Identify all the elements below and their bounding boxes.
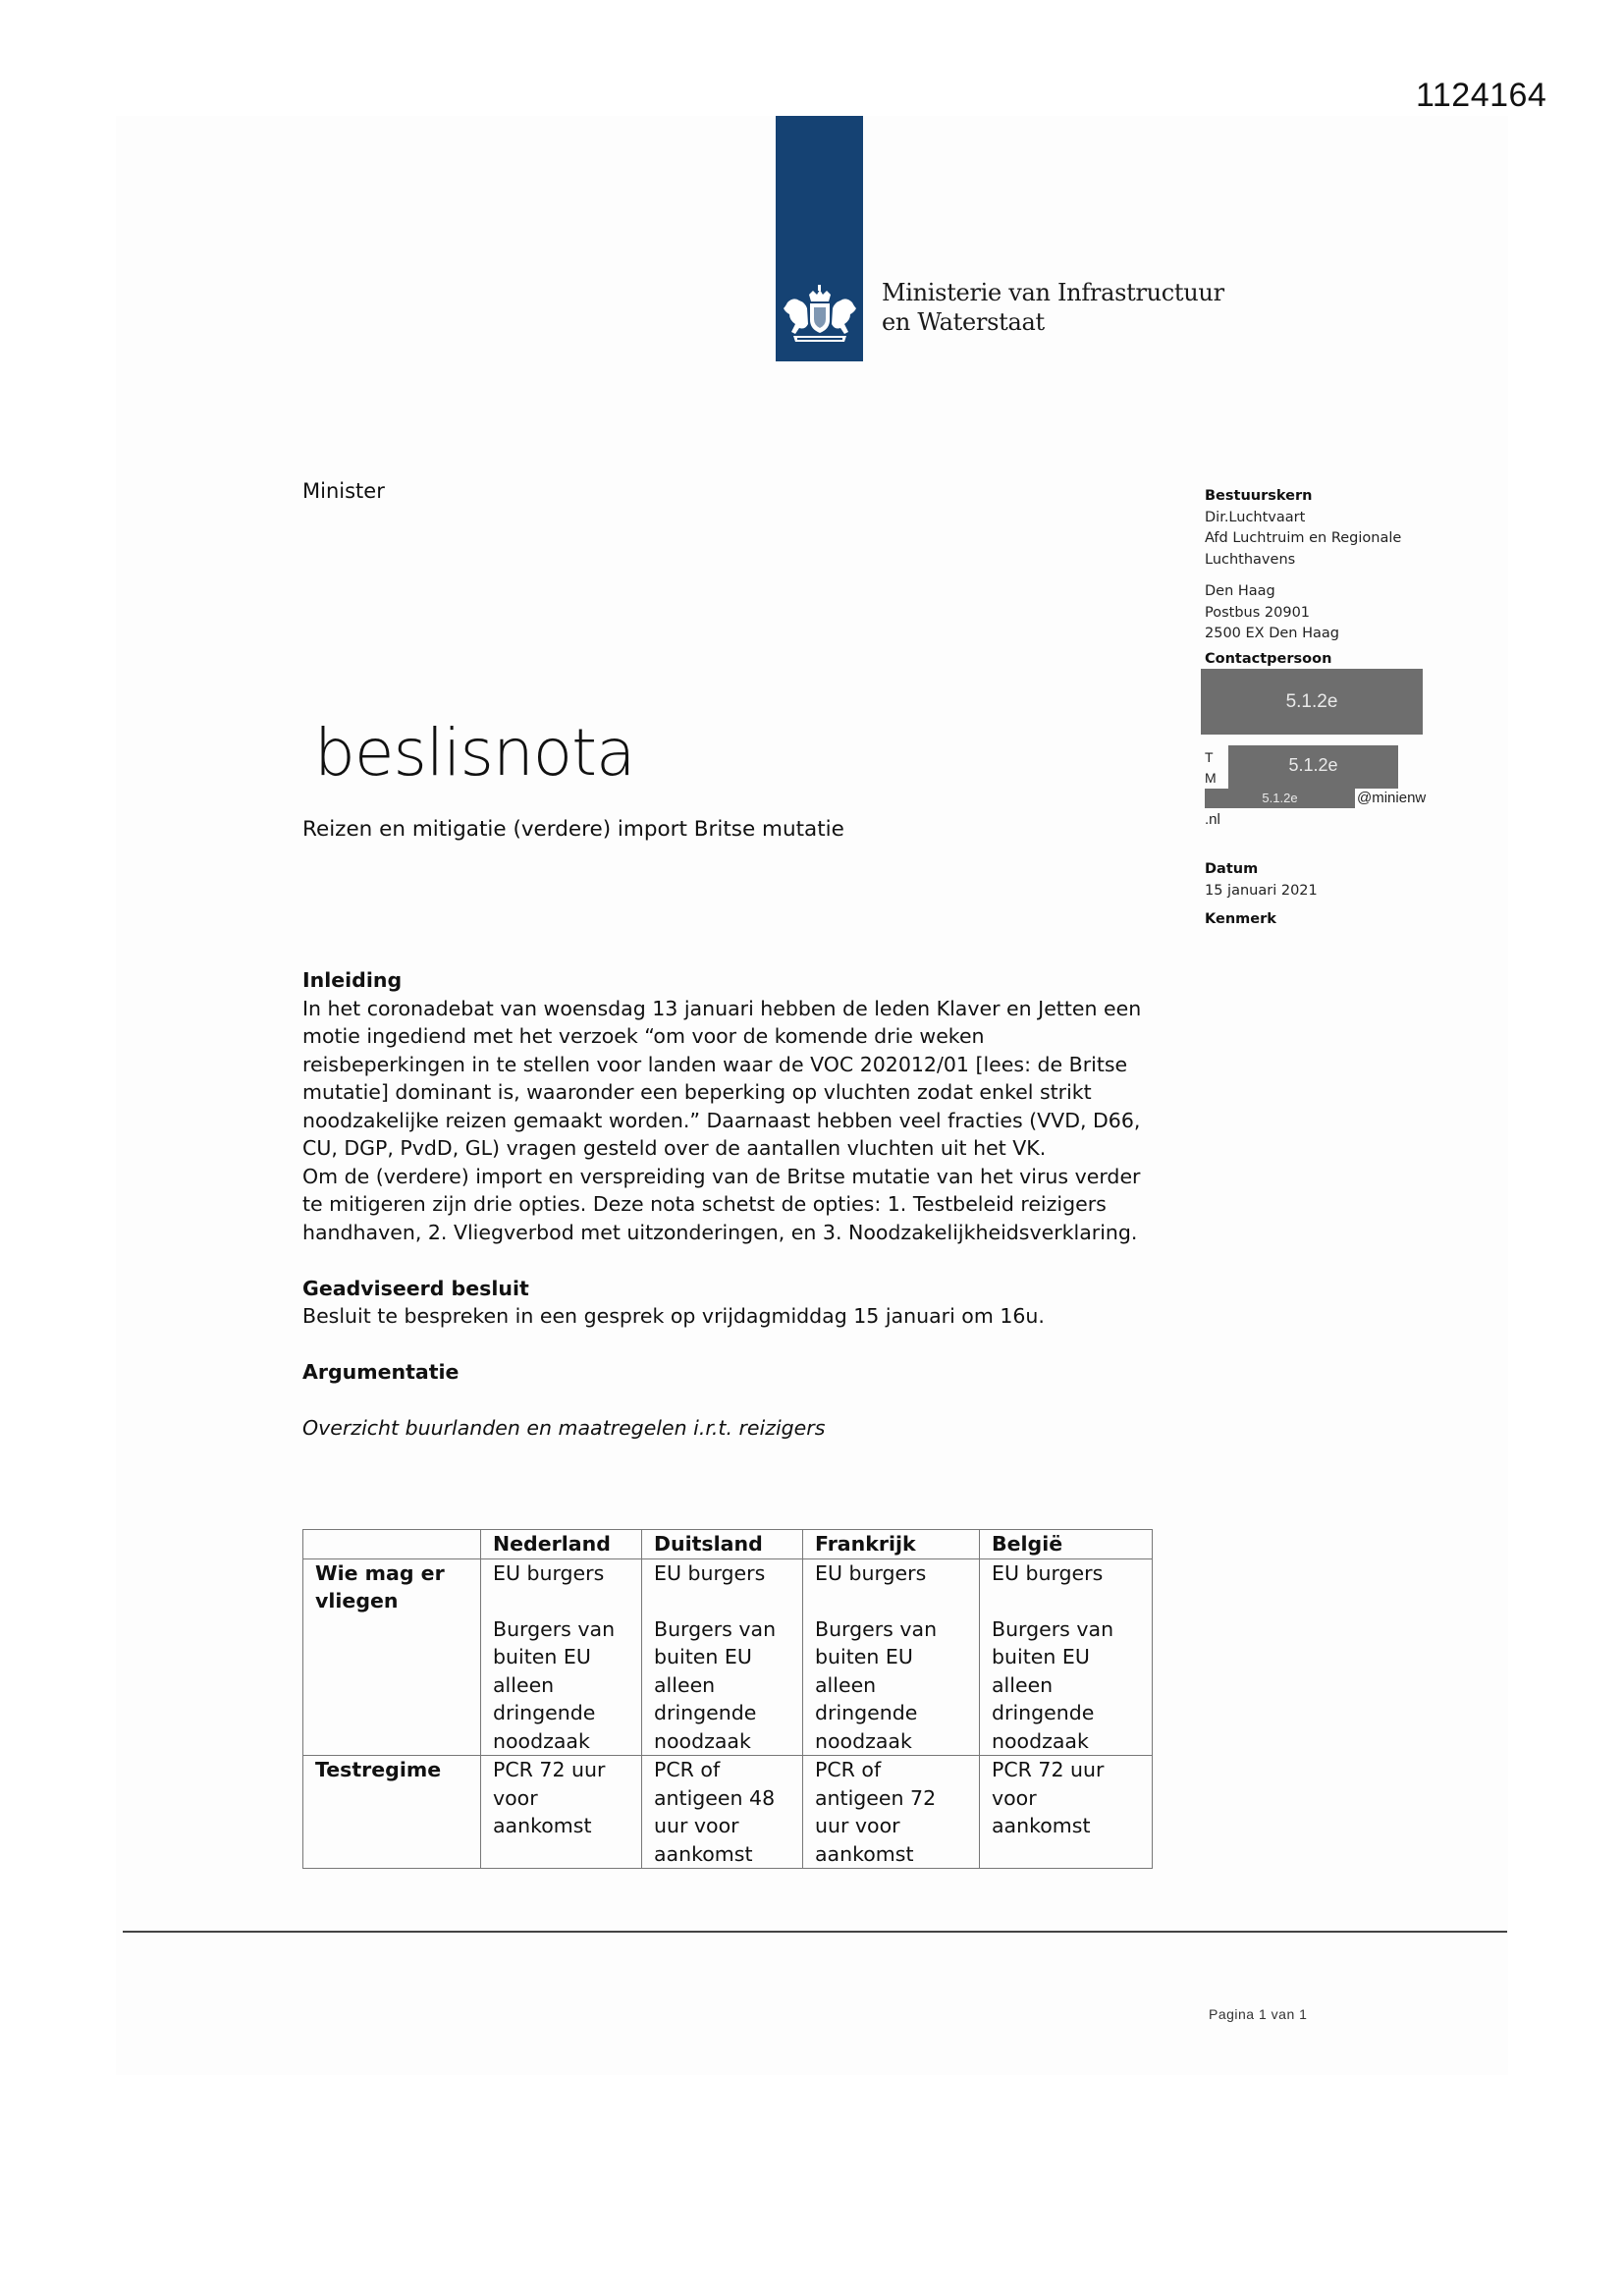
phone-label: T	[1205, 749, 1214, 765]
page-number: Pagina 1 van 1	[1209, 2006, 1308, 2022]
table-row	[303, 1756, 1153, 1869]
column-header-duitsland: Duitsland	[642, 1530, 803, 1559]
addressee: Minister	[302, 479, 385, 503]
section-heading-inleiding: Inleiding	[302, 968, 403, 992]
sender-sidebar	[1205, 486, 1480, 927]
redacted-phone: 5.1.2e	[1228, 745, 1398, 789]
table-cell: EU burgers Burgers van buiten EU alleen dringende noodzaak	[642, 1558, 803, 1756]
date-value: 15 januari 2021	[1205, 882, 1318, 899]
section-heading-advies: Geadviseerd besluit	[302, 1276, 529, 1300]
ministry-logo-bar	[776, 116, 863, 361]
address-line: Postbus 20901	[1205, 604, 1311, 621]
table-caption: Overzicht buurlanden en maatregelen i.r.t. reizigers	[302, 1416, 826, 1440]
ministry-name	[882, 278, 1224, 337]
row-label: Wie mag er vliegen	[303, 1558, 481, 1756]
table-cell: EU burgers Burgers van buiten EU alleen dringende noodzaak	[980, 1558, 1153, 1756]
address-line: 2500 EX Den Haag	[1205, 626, 1339, 641]
inleiding-paragraph-2: Om de (verdere) import en verspreiding van de Britse mutatie van het virus verder te mitigeren zijn drie opties. Deze nota schetst de opties: 1. Testbeleid reizigers handhaven, 2. Vliegverbod met uitzonderingen, en 3. Noodzakelijkheidsverklaring.	[302, 1164, 1141, 1244]
document-body	[302, 966, 1166, 1443]
section-heading-argumentatie: Argumentatie	[302, 1360, 460, 1384]
redacted-email: 5.1.2e	[1205, 789, 1355, 808]
contact-label: Contactpersoon	[1205, 650, 1332, 667]
date-label: Datum	[1205, 861, 1259, 877]
address-line: Den Haag	[1205, 583, 1275, 599]
table-header-row	[303, 1530, 1153, 1559]
document-title: beslisnota	[314, 715, 635, 791]
org-line: Luchthavens	[1205, 551, 1296, 568]
advies-text: Besluit te bespreken in een gesprek op vrijdagmiddag 15 januari om 16u.	[302, 1304, 1045, 1328]
redacted-contact-name: 5.1.2e	[1201, 669, 1423, 735]
email-tld: .nl	[1205, 811, 1220, 828]
table-cell: EU burgers Burgers van buiten EU alleen dringende noodzaak	[481, 1558, 642, 1756]
row-label: Testregime	[303, 1756, 481, 1869]
column-header-belgie: België	[980, 1530, 1153, 1559]
table-cell: PCR 72 uur voor aankomst	[980, 1756, 1153, 1869]
org-line: Dir.Luchtvaart	[1205, 509, 1306, 525]
inleiding-paragraph-1: In het coronadebat van woensdag 13 januari hebben de leden Klaver en Jetten een motie ingediend met het verzoek “om voor de komende drie weken reisbeperkingen in te stellen voor landen waar de VOC 202012/01 [lees: de Britse mutatie] dominant is, waaronder een beperking op vluchten zodat enkel strikt noodzakelijke reizen gemaakt worden.” Daarnaast hebben veel fracties (VVD, D66, CU, DGP, PvdD, GL) vragen gesteld over de aantallen vluchten uit het VK.	[302, 996, 1142, 1160]
org-line: Afd Luchtruim en Regionale	[1205, 530, 1402, 546]
table-cell: EU burgers Burgers van buiten EU alleen dringende noodzaak	[803, 1558, 980, 1756]
email-domain: @minienw	[1357, 790, 1427, 806]
date-block	[1205, 859, 1480, 931]
footer-divider	[123, 1931, 1507, 1933]
column-header-frankrijk: Frankrijk	[803, 1530, 980, 1559]
coat-of-arms-icon	[782, 285, 858, 346]
table-cell: PCR of antigeen 48 uur voor aankomst	[642, 1756, 803, 1869]
table-cell: PCR of antigeen 72 uur voor aankomst	[803, 1756, 980, 1869]
table-row	[303, 1558, 1153, 1756]
document-subtitle: Reizen en mitigatie (verdere) import Britse mutatie	[302, 817, 844, 842]
neighbour-countries-table	[302, 1529, 1153, 1869]
column-header-blank	[303, 1530, 481, 1559]
reference-label: Kenmerk	[1205, 911, 1276, 927]
column-header-nederland: Nederland	[481, 1530, 642, 1559]
mobile-label: M	[1205, 770, 1217, 786]
ministry-name-line-2: en Waterstaat	[882, 308, 1045, 336]
org-label: Bestuurskern	[1205, 488, 1313, 504]
ministry-name-line-1: Ministerie van Infrastructuur	[882, 279, 1224, 306]
phone-labels	[1205, 747, 1217, 789]
document-number: 1124164	[1416, 77, 1547, 114]
table-cell: PCR 72 uur voor aankomst	[481, 1756, 642, 1869]
